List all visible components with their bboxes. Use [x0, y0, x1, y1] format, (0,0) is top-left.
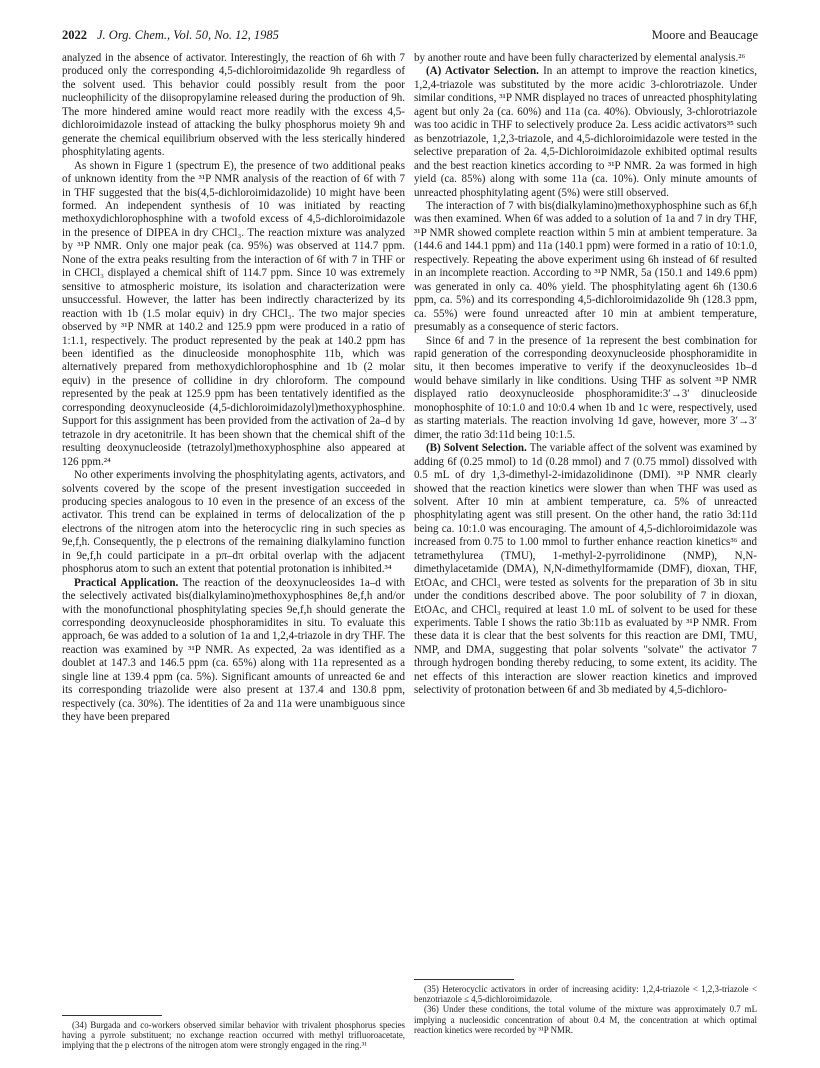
paragraph: The interaction of 7 with bis(dialkylamino)methoxyphosphine such as 6f,h was then examined. When 6f was added to a solution of 1a and 7 in dry THF, ³¹P NMR showed complete reaction within 5 min at ambient temperature. 3a (144.6 and 144.1 ppm) and 11a (140.1 ppm) were formed in a ratio of 10:1.0, respectively. Repeating the above experiment using 6h instead of 6f resulted in an incomplete reaction. According to ³¹P NMR, 5a (150.1 and 149.6 ppm) was generated in only ca. 40% yield. The phosphitylating agent 6h (130.6 ppm, ca. 5%) and its corresponding 4,5-dichloroimidazolide 9h (128.3 ppm, ca. 55%) were found unreacted after 10 min at ambient temperature, presumably as a consequence of steric factors. — [414, 199, 757, 334]
paragraph: No other experiments involving the phosphitylating agents, activators, and solvents covered by the scope of the present investigation succeeded in producing species analogous to 10 even in the presence of an excess of the activator. This trend can be explained in terms of delocalization of the p electrons of the nitrogen atom into the heterocyclic ring in such species as 9e,f,h. Consequently, the p electrons of the remaining dialkylamino function in 9e,f,h could participate in a pπ–dπ orbital overlap with the adjacent phosphorus atom to such an extent that potential protonation is inhibited.³⁴ — [62, 469, 405, 576]
footnote-rule — [62, 1015, 162, 1016]
page-header — [62, 28, 758, 46]
journal-citation: J. Org. Chem., Vol. 50, No. 12, 1985 — [97, 28, 279, 42]
paragraph-text: The variable affect of the solvent was examined by adding 6f (0.25 mmol) to 1d (0.28 mmol) and 7 (0.75 mmol) dissolved with 0.5 mL of dry 1,3-dimethyl-2-imidazolidinone (DMI). ³¹P NMR clearly showed that the reaction kinetics were slower than when THF was used as solvent. After 10 min at ambient temperature, ca. 5% of unreacted phosphitylating agent was still present. On the other hand, the ratio 3d:11d being ca. 10:1.0 was encouraging. The amount of 4,5-dichloroimidazole was increased from 0.75 to 1.00 mmol to further enhance reaction kinetics³⁶ and tetramethylurea (TMU), 1-methyl-2-pyrrolidinone (NMP), N,N-dimethylacetamide (DMA), N,N-dimethylformamide (DMF), dioxan, THF, EtOAc, and CHCl₃ were tested as solvents for the preparation of 3b in situ under the conditions described above. The poor solubility of 7 in dioxan, EtOAc, and CHCl₃ required at least 1.0 mL of solvent to be used for these experiments. Table I shows the ratio 3b:11b as evaluated by ³¹P NMR. From these data it is clear that the best solvents for this reaction are DMI, TMU, NMP, and DMA, suggesting that polar solvents "solvate" the activator 7 through hydrogen bonding thereby reducing, to some extent, its acidity. The net effects of this interaction are slower reaction kinetics and improved selectivity of protonation between 6f and 3b mediated by 4,5-dichloro- — [414, 442, 757, 697]
paragraph — [62, 577, 405, 725]
paragraph: Since 6f and 7 in the presence of 1a represent the best combination for rapid generation of the corresponding deoxynucleoside phosphoramidite in situ, it then becomes imperative to verify if the deoxynucleosides 1b–d would behave similarly in like conditions. Using THF as solvent ³¹P NMR displayed ratio deoxynucleoside phosphoramidite:3′→3′ dinucleoside monophosphite of 10:1.0 and 10:0.4 when 1b and 1c were, respectively, used as starting materials. The reaction involving 1d gave, however, more 3′→3′ dimer, the ratio 3d:11d being 10:1.5. — [414, 334, 757, 441]
footnote-35: (35) Heterocyclic activators in order of increasing acidity: 1,2,4-triazole < 1,2,3-triazole < benzotriazole ≤ 4,5-dichloroimidazole. — [414, 984, 757, 1005]
paragraph-text: The reaction of the deoxynucleosides 1a–d with the selectively activated bis(dialkylamino)methoxyphosphines 8e,f,h and/or with the monofunctional phosphitylating species 9e,f,h should generate the corresponding deoxynucleoside phosphoramidites in situ. To evaluate this approach, 6e was added to a solution of 1a and 1,2,4-triazole in dry THF. The reaction was examined by ³¹P NMR. As expected, 2a was identified as a doublet at 147.3 and 146.5 ppm (ca. 65%) along with 11a represented as a single line at 139.4 ppm (ca. 5%). Significant amounts of unreacted 6e and its corresponding triazolide were also present at 137.4 and 130.8 ppm, respectively (ca. 30%). The identities of 2a and 11a were unambiguous since they have been prepared — [62, 576, 405, 724]
paragraph: analyzed in the absence of activator. Interestingly, the reaction of 6h with 7 produced only the corresponding 4,5-dichloroimidazolide 9h regardless of the solvent used. This behavior could possibly result from the poor nucleophilicity of the diisopropylamine released during the production of 9h. The more hindered amine would react more readily with the excess 4,5-dichloroimidazole instead of attacking the bulky phosphorus moiety 9h and generate the chemical equilibrium observed with the less sterically hindered phosphitylating agents. — [62, 52, 405, 159]
running-authors: Moore and Beaucage — [651, 28, 758, 42]
footnotes-right — [414, 973, 757, 1035]
page-number: 2022 — [62, 28, 87, 42]
section-heading: (B) Solvent Selection. — [426, 442, 527, 455]
paragraph — [414, 65, 757, 200]
paragraph-text: In an attempt to improve the reaction kinetics, 1,2,4-triazole was substituted by the more acidic 3-chlorotriazole. Under similar conditions, ³¹P NMR displayed no traces of unreacted phosphitylating agent but only 2a (ca. 60%) and 11a (ca. 40%). Obviously, 3-chlorotriazole was too acidic in THF to selectively produce 2a. Less acidic activators³⁵ such as benzotriazole, 1,2,3-triazole, and 4,5-dichloroimidazole were tested in the selective preparation of 2a. 4,5-Dichloroimidazole exhibited optimal results and the best reaction kinetics according to ³¹P NMR. 2a was formed in high yield (ca. 85%) along with some 11a (ca. 10%). Only minute amounts of unreacted phosphitylating agent (5%) were still observed. — [414, 65, 757, 199]
footnote-34: (34) Burgada and co-workers observed similar behavior with trivalent phosphorus species having a pyrrole substituent; no exchange reaction occurred with methyl trifluoroacetate, implying that the p electrons of the nitrogen atom were strongly engaged in the ring.³¹ — [62, 1020, 405, 1051]
footnotes-left — [62, 1009, 405, 1051]
footnote-rule — [414, 979, 514, 980]
section-heading: (A) Activator Selection. — [426, 65, 539, 78]
right-column — [414, 52, 757, 698]
left-column — [62, 52, 405, 725]
footnote-36: (36) Under these conditions, the total volume of the mixture was approximately 0.7 mL implying a nucleosidic concentration of about 0.4 M, the concentration at which optimal reaction kinetics were recorded by ³¹P NMR. — [414, 1004, 757, 1035]
paragraph: As shown in Figure 1 (spectrum E), the presence of two additional peaks of unknown identity from the ³¹P NMR analysis of the reaction of 6f with 7 in THF suggested that the bis(4,5-dichloroimidazolide) 10 might have been formed. An independent synthesis of 10 was initiated by reacting methoxydichlorophosphine with a twofold excess of 4,5-dichloroimidazole in the presence of DIPEA in dry CHCl₃. The reaction mixture was analyzed by ³¹P NMR. Only one major peak (ca. 95%) was observed at 114.7 ppm. None of the extra peaks resulting from the interaction of 6f with 7 in THF or in CHCl₃ displayed a chemical shift of 114.7 ppm. Since 10 was extremely sensitive to atmospheric moisture, its isolation and characterization were unsuccessful. However, the latter has been indirectly characterized by its reaction with 1b (1.5 molar equiv) in dry CHCl₃. The two major species observed by ³¹P NMR at 140.2 and 125.9 ppm were produced in a ratio of 1:1.1, respectively. The product represented by the peak at 140.2 ppm has been identified as the dinucleoside monophosphite 11b, which was alternatively prepared from methoxydichlorophosphine and 1b (2 molar equiv) in the presence of collidine in dry chloroform. The compound represented by the peak at 125.9 ppm has been tentatively identified as the corresponding deoxynucleoside (4,5-dichloroimidazolyl)methoxyphosphine. Support for this assignment has been provided from the activation of 2a–d by tetrazole in dry acetonitrile. It has been shown that the chemical shift of the resulting deoxynucleoside (tetrazolyl)methoxyphosphine also appeared at 126 ppm.²⁴ — [62, 159, 405, 468]
section-heading: Practical Application. — [74, 576, 179, 589]
paragraph — [414, 442, 757, 698]
paragraph: by another route and have been fully characterized by elemental analysis.²⁶ — [414, 52, 746, 64]
